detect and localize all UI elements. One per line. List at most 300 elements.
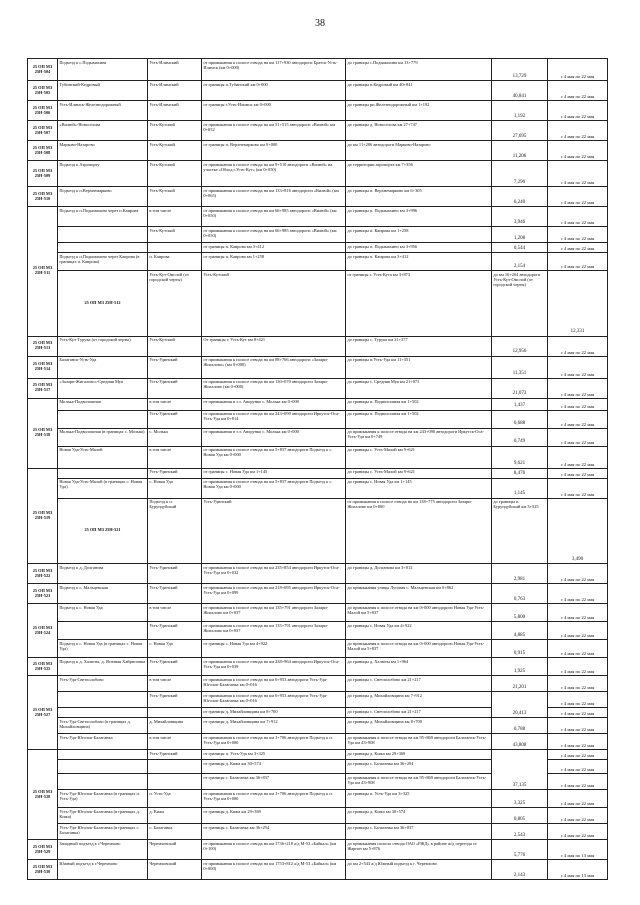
table-cell: до границы п.Усть-Уда км 11+351 bbox=[346, 356, 492, 378]
table-cell: с. Новая Уда bbox=[148, 478, 202, 498]
table-cell: с 4 мая по 22 мая bbox=[548, 808, 608, 824]
table-cell: 2,981 bbox=[492, 564, 548, 584]
table-cell: 2,143 bbox=[492, 860, 548, 880]
table-cell: п. Каирова bbox=[148, 253, 202, 271]
table-cell: до примыкания полосы отвода ОАО «РЖД» в районе ж/д переезда ст. Жаргон км 5+876 bbox=[346, 840, 492, 860]
table-cell: в том числе bbox=[148, 734, 202, 750]
table-cell: от границы д. Кижа км 29+369 bbox=[202, 808, 346, 824]
table-cell: Усть-Илимский bbox=[148, 101, 202, 121]
table-cell: Усть-Уда-Юголок-Балаганка (в границах с. Балаганка) bbox=[58, 824, 148, 840]
table-cell: 25 ОП МЗ 25Н-528 bbox=[28, 750, 58, 840]
table-cell: 3,490 bbox=[548, 498, 608, 564]
table-cell: Подъезд к п.Верхнемарково bbox=[58, 187, 148, 207]
table-cell: Усть-Удинский bbox=[202, 498, 346, 564]
table-row bbox=[28, 860, 608, 880]
table-cell: с. Балаганка bbox=[148, 824, 202, 840]
table-cell: Усть-Уда-Светлолобово (в границах д. Михайловщина) bbox=[58, 718, 148, 734]
table-cell: до примыкания к полосе отвода на км 0+000 автодороги Новая Уда-Усть-Малой км 5+837 bbox=[346, 640, 492, 658]
table-row bbox=[28, 478, 608, 498]
table-cell: с 4 мая по 22 мая bbox=[548, 790, 608, 808]
table-cell: до границы д. Халюты км 1+964 bbox=[346, 658, 492, 676]
table-cell: 25 ОП МЗ 25Н-517 bbox=[28, 378, 58, 398]
table-row bbox=[28, 253, 608, 271]
table-cell: с 4 мая по 22 мая bbox=[548, 774, 608, 790]
table-cell: 4,885 bbox=[492, 622, 548, 640]
table-cell: с 4 мая по 22 мая bbox=[548, 468, 608, 478]
table-cell: в том числе bbox=[148, 676, 202, 692]
table-cell: 9,621 bbox=[492, 446, 548, 468]
table-cell: 11,351 bbox=[492, 356, 548, 378]
table-cell: с 4 мая по 22 мая bbox=[548, 161, 608, 187]
table-cell: 25 ОП МЗ 25Н-507 bbox=[28, 121, 58, 141]
table-cell: от примыкания к полосе отвода на км 66+985 автодороги «Вилюй» (км 0+050) bbox=[202, 207, 346, 227]
table-cell: с. Новая Уда bbox=[148, 640, 202, 658]
table-cell: до границы п. Каирова км 3+412 bbox=[346, 253, 492, 271]
table-cell bbox=[58, 692, 148, 708]
table-cell: 21,201 bbox=[492, 676, 548, 692]
table-row bbox=[28, 790, 608, 808]
table-cell: до границы п. Усть-Уда км 3+325 bbox=[346, 790, 492, 808]
table-cell: Подъезд к п.Подымахино через Каирова (в границах п. Каирова) bbox=[58, 253, 148, 271]
table-cell: с 4 мая по 22 мая bbox=[548, 410, 608, 428]
table-cell: Подъезд к п.Подымахино через п.Каирова bbox=[58, 207, 148, 227]
table-cell: Усть-Кутский bbox=[148, 121, 202, 141]
table-cell: 3,325 bbox=[492, 790, 548, 808]
table-cell bbox=[148, 760, 202, 774]
table-cell: Усть-Кутский bbox=[148, 161, 202, 187]
table-cell: от границы п.Тубинский км 0+000 bbox=[202, 81, 346, 101]
table-cell: 25 ОП МЗ 25Н-525 bbox=[28, 658, 58, 676]
table-cell: 5,800 bbox=[492, 604, 548, 622]
table-cell: до границы д. Михайловщина км 8+700 bbox=[346, 718, 492, 734]
table-cell: от границы с. Балаганка км 36+837 bbox=[202, 774, 346, 790]
table-cell: 7,296 bbox=[492, 161, 548, 187]
table-cell: 25 ОП МЗ 25Н-523 bbox=[28, 584, 58, 604]
table-cell: до примыкания к полосе отвода на км 95+869 автодороги Балаганск-Усть-Уда км 43+908 bbox=[346, 774, 492, 790]
table-cell: с 4 мая по 22 мая bbox=[548, 676, 608, 692]
table-cell: с 4 мая по 22 мая bbox=[548, 604, 608, 622]
table-cell: от примыкания к полосе отвода на км 130+070 автодороги Залари-Жигалово (км 0+000) bbox=[202, 378, 346, 398]
table-cell: Подъезд к Аэропорту bbox=[58, 161, 148, 187]
table-cell: от примыкания к полосе отвода на км 218+695 автодороги Иркутск-Оса-Усть-Уда км 0+099 bbox=[202, 584, 346, 604]
table-cell: Южный подъезд к г.Черемхово bbox=[58, 860, 148, 880]
table-cell: «Залари-Жигалово»-Средняя Муя bbox=[58, 378, 148, 398]
table-cell: Усть-Удинский bbox=[148, 750, 202, 760]
table-cell bbox=[58, 774, 148, 790]
table-row bbox=[28, 356, 608, 378]
table-cell: до границы с. Новая Уда км 1+145 bbox=[346, 478, 492, 498]
table-cell: с 4 мая по 22 мая bbox=[548, 584, 608, 604]
table-cell: 12,331 bbox=[548, 271, 608, 337]
table-row bbox=[28, 243, 608, 253]
table-cell: до границы с. Светлолобово км 21+217 bbox=[346, 708, 492, 718]
table-cell: 25 ОП МЗ 25Н-505 bbox=[28, 81, 58, 101]
table-cell: до границы п. Подымахино км 3+996 bbox=[346, 207, 492, 227]
table-cell: до границы с. Новая Уда км 4+922 bbox=[346, 622, 492, 640]
table-cell: от границы п. Верхнемарково км 0+000 bbox=[202, 141, 346, 161]
table-cell: 25 ОП МЗ 25Н-524 bbox=[28, 604, 58, 658]
table-cell: Усть-Уда-Юголок-Балаганка (в границах д. Кижа) bbox=[58, 808, 148, 824]
table-row bbox=[28, 141, 608, 161]
table-cell: от примыкания к полосе отвода на км 1753+812 а/д М-53 «Байкал» (км 0+000) bbox=[202, 860, 346, 880]
table-cell: с 4 мая по 22 мая bbox=[548, 824, 608, 840]
table-cell: с 4 мая по 22 мая bbox=[548, 356, 608, 378]
table-cell: от границы п. Каирова км 1+258 bbox=[202, 253, 346, 271]
table-cell: с 4 мая по 13 мая bbox=[548, 840, 608, 860]
table-cell: 1,925 bbox=[492, 658, 548, 676]
table-cell: до границы д. Михайловщина км 7+912 bbox=[346, 692, 492, 708]
table-cell: 0,749 bbox=[492, 428, 548, 446]
table-cell: от примыкания к полосе отвода на км 5+837 автодороги Подъезд к с. Новая Уда км 0+000 bbox=[202, 478, 346, 498]
table-cell: от примыкания к полосе отвода на км 66+985 автодороги «Вилюй» (км 0+050) bbox=[202, 227, 346, 243]
table-cell: Усть-Илимский bbox=[148, 59, 202, 81]
table-cell: до границы п.Кедровый км 40+841 bbox=[346, 81, 492, 101]
table-cell: Усть-Кут-Турука (от городской черты) bbox=[58, 336, 148, 356]
table-cell: Усть-Кутский bbox=[148, 187, 202, 207]
table-row bbox=[28, 824, 608, 840]
table-cell: с 4 мая по 22 мая bbox=[548, 243, 608, 253]
table-cell: от примыкания к полосе отвода на км 238+964 автодороги Иркутск-Оса-Усть-Уда км 0+039 bbox=[202, 658, 346, 676]
table-cell: 25 ОП МЗ 25Н-521 bbox=[58, 498, 148, 564]
table-cell: с 4 мая по 22 мая bbox=[548, 640, 608, 658]
table-cell: от границы д. Кижа км 30+574 bbox=[202, 760, 346, 774]
table-cell: с 4 мая по 22 мая bbox=[548, 446, 608, 468]
table-cell: от границы с. Балаганка км 36+294 bbox=[202, 824, 346, 840]
table-cell: от границы г.Усть-Илимск км 0+000 bbox=[202, 101, 346, 121]
table-cell: 20,413 bbox=[492, 692, 548, 718]
table-row bbox=[28, 187, 608, 207]
table-cell: до границы с.Подымахина км 13+779 bbox=[346, 59, 492, 81]
table-cell: п. Усть-Уда bbox=[148, 790, 202, 808]
table-row bbox=[28, 207, 608, 227]
table-cell: Усть-Удинский bbox=[148, 356, 202, 378]
table-cell: до примыкания к полосе отвода на км 0+000 автодороги Новая Уда-Усть-Малой км 5+837 bbox=[346, 604, 492, 622]
table-cell: 25 ОП МЗ 25Н-513 bbox=[28, 336, 58, 356]
table-cell: Усть-Удинский bbox=[148, 468, 202, 478]
table-cell: Молька-Подволошная bbox=[58, 398, 148, 410]
table-cell: от примыкания к полосе отвода на км 135+791 автодороги Залари-Жигалово км 0+037 bbox=[202, 604, 346, 622]
table-cell: от примыкания в з.з. Аворунко с. Молька км 0+000 bbox=[202, 428, 346, 446]
table-cell: Балаганск-Усть-Уда bbox=[58, 356, 148, 378]
table-cell: Новая Уда-Усть-Малой (в границах с. Новая Уда) bbox=[58, 478, 148, 498]
table-cell: 25 ОП МЗ 25Н-522 bbox=[28, 564, 58, 584]
table-cell: от примыкания к полосе отвода на км 1+706 автодороги Подъезд к п. Усть-Уда км 0+000 bbox=[202, 790, 346, 808]
table-cell: 0,788 bbox=[492, 718, 548, 734]
table-cell: Усть-Удинский bbox=[148, 692, 202, 708]
table-cell: от примыкания к полосе отвода на км 51+515 автодороги «Вилюй» км 0+052 bbox=[202, 121, 346, 141]
table-cell: «Вилюй»-Новоселова bbox=[58, 121, 148, 141]
table-cell: в том числе bbox=[148, 207, 202, 227]
table-cell: 0,805 bbox=[492, 808, 548, 824]
table-cell: 1,208 bbox=[492, 227, 548, 243]
table-cell: от примыкания к полосе отвода на км 9+510 автодороги «Вилюй» на участке «Обход г.Усть-Кут» (км 0+050) bbox=[202, 161, 346, 187]
table-row bbox=[28, 101, 608, 121]
table-cell: Усть-Удинский bbox=[148, 378, 202, 398]
table-row bbox=[28, 734, 608, 750]
table-cell: Усть-Удинский bbox=[148, 564, 202, 584]
table-cell: от примыкания к полосе отвода на км 235+854 автодороги Иркутск-Оса-Усть-Уда км 0+032 bbox=[202, 564, 346, 584]
table-cell: до примыкания к полосе отвода на км 243+090 автодороги Иркутск-Оса-Усть-Уда км 0+749 bbox=[346, 428, 492, 446]
table-row bbox=[28, 336, 608, 356]
table-cell bbox=[58, 708, 148, 718]
table-cell: 25 ОП МЗ 25Н-509 bbox=[28, 161, 58, 187]
table-cell: до границы д. Кижа км 30+574 bbox=[346, 808, 492, 824]
table-cell: до границы д. Долганова км 3+013 bbox=[346, 564, 492, 584]
table-cell: от примыкания к полосе отвода на км 6+953 автодороги Усть-Уда-Юголок-Балаганка км 0+016 bbox=[202, 692, 346, 708]
table-cell: с 4 мая по 22 мая bbox=[548, 760, 608, 774]
table-cell: до км 16+204 автодороги Усть-Кут-Омолой (от городской черты) bbox=[492, 271, 548, 337]
table-cell: 0,544 bbox=[492, 243, 548, 253]
table-cell: от примыкания к полосе отвода на км 135+791 автодороги Залари-Жигалово км 0+037 bbox=[202, 622, 346, 640]
table-cell: Усть-Кут-Омолой (от городской черты) bbox=[148, 271, 202, 337]
table-cell: до границы д. Новоселова км 27+747 bbox=[346, 121, 492, 141]
table-row bbox=[28, 658, 608, 676]
table-cell: от границы г. Усть-Кута км 3+873 bbox=[346, 271, 492, 337]
table-cell: в том числе bbox=[148, 398, 202, 410]
table-cell: до границы с. Усть-Малой км 9+621 bbox=[346, 468, 492, 478]
table-cell: до границы п. Бурундуйский км 3+525 bbox=[492, 498, 548, 564]
table-cell: Усть-Кутский bbox=[148, 336, 202, 356]
table-row bbox=[28, 227, 608, 243]
table-cell: с 4 мая по 22 мая bbox=[548, 59, 608, 81]
table-cell bbox=[58, 760, 148, 774]
table-cell: с 4 мая по 22 мая bbox=[548, 692, 608, 708]
table-row bbox=[28, 640, 608, 658]
table-cell bbox=[148, 774, 202, 790]
table-cell: Усть-Удинский bbox=[148, 658, 202, 676]
table-cell: Усть-Уда-Юголок-Балаганка bbox=[58, 734, 148, 750]
table-cell: от примыкания к полосе отвода на км 243+090 автодороги Иркутск-Оса-Усть-Уда км 0+814 bbox=[202, 410, 346, 428]
table-cell: 8,476 bbox=[492, 468, 548, 478]
table-cell: от примыкания к полосе отвода на км 117+930 автодороги Братск-Усть-Илимск (км 0+000) bbox=[202, 59, 346, 81]
table-cell: от границы с. Новая Уда км 4+922 bbox=[202, 640, 346, 658]
table-row bbox=[28, 622, 608, 640]
table-cell: Тубинский-Кедровый bbox=[58, 81, 148, 101]
table-row bbox=[28, 808, 608, 824]
table-cell: с 4 мая по 22 мая bbox=[548, 564, 608, 584]
table-cell: до примыкания улицы Луговая с. Мальцевская км 0+862 bbox=[346, 584, 492, 604]
table-cell: 27,695 bbox=[492, 121, 548, 141]
table-cell: 21,073 bbox=[492, 378, 548, 398]
table-cell: до границы п. Подымахино км 3+956 bbox=[346, 243, 492, 253]
table-cell: Черемховский bbox=[148, 860, 202, 880]
table-cell: с 4 мая по 22 мая bbox=[548, 227, 608, 243]
table-cell: от границы п. Каирова км 3+412 bbox=[202, 243, 346, 253]
table-cell: Усть-Илимск-Железнодорожный bbox=[58, 101, 148, 121]
table-cell: Усть-Уда-Светлолобово bbox=[58, 676, 148, 692]
table-cell: Усть-Илимский bbox=[148, 81, 202, 101]
table-cell: 25 ОП МЗ 25Н-508 bbox=[28, 141, 58, 161]
table-cell: с 4 мая по 22 мая bbox=[548, 378, 608, 398]
table-cell: 25 ОП МЗ 25Н-527 bbox=[28, 676, 58, 750]
table-cell bbox=[58, 622, 148, 640]
table-cell: от границы с. Новая Уда км 1+145 bbox=[202, 468, 346, 478]
table-cell bbox=[58, 227, 148, 243]
table-row bbox=[28, 840, 608, 860]
table-row bbox=[28, 604, 608, 622]
table-cell: до границы п. Каирова км 1+258 bbox=[346, 227, 492, 243]
table-cell: 6,240 bbox=[492, 187, 548, 207]
table-cell: с 4 мая по 22 мая bbox=[548, 622, 608, 640]
table-cell: Западный подъезд к г.Черемхово bbox=[58, 840, 148, 860]
table-row bbox=[28, 718, 608, 734]
table-cell: 1,192 bbox=[492, 101, 548, 121]
table-cell: от границы д. Михайловщина км 8+700 bbox=[202, 708, 346, 718]
table-cell: Подъезд к с. Новая Уда bbox=[58, 604, 148, 622]
table-row bbox=[28, 498, 608, 564]
table-row bbox=[28, 81, 608, 101]
table-cell: с. Молька bbox=[148, 428, 202, 446]
table-cell: Новая Уда-Усть-Малой bbox=[58, 446, 148, 468]
table-cell: 0,763 bbox=[492, 584, 548, 604]
table-row bbox=[28, 271, 608, 337]
table-row bbox=[28, 398, 608, 410]
table-cell: 0,915 bbox=[492, 640, 548, 658]
table-cell: 25 ОП МЗ 25Н-530 bbox=[28, 860, 58, 880]
table-cell: Усть-Удинский bbox=[148, 584, 202, 604]
table-cell: от примыкания к полосе отвода на км 1+706 автодороги Подъезд к п. Усть-Уда км 0+000 bbox=[202, 734, 346, 750]
table-cell: с 4 мая по 22 мая bbox=[548, 141, 608, 161]
table-cell: с 4 мая по 22 мая bbox=[548, 428, 608, 446]
table-cell: до границы п. Подволошная км 1+502 bbox=[346, 398, 492, 410]
table-row bbox=[28, 692, 608, 708]
table-cell: д. Кижа bbox=[148, 808, 202, 824]
table-cell: от границы д. Михайловщина км 7+912 bbox=[202, 718, 346, 734]
table-cell: Усть-Кутский bbox=[148, 227, 202, 243]
table-row bbox=[28, 676, 608, 692]
table-cell: от примыкания к полосе отвода на км 88+766 автодороги «Залари-Жигалово» (км 0+000) bbox=[202, 356, 346, 378]
table-cell: Усть-Кутский bbox=[202, 271, 346, 337]
table-row bbox=[28, 584, 608, 604]
table-cell: Подъезд к п. Бурундуйский bbox=[148, 498, 202, 564]
table-row bbox=[28, 378, 608, 398]
table-cell: 2,543 bbox=[492, 824, 548, 840]
table-row bbox=[28, 468, 608, 478]
table-cell: 11,206 bbox=[492, 141, 548, 161]
table-cell: до границы с. Средняя Муя км 21+073 bbox=[346, 378, 492, 398]
table-cell: 37,135 bbox=[492, 750, 548, 790]
table-cell: Усть-Кутский bbox=[148, 141, 202, 161]
table-cell: в том числе bbox=[148, 604, 202, 622]
table-cell bbox=[58, 243, 148, 253]
table-row bbox=[28, 428, 608, 446]
table-cell: 1,437 bbox=[492, 398, 548, 410]
table-cell: с 4 мая по 22 мая bbox=[548, 253, 608, 271]
table-cell: 25 ОП МЗ 25Н-511 bbox=[28, 207, 58, 337]
table-cell: 5,776 bbox=[492, 840, 548, 860]
table-cell: до границы с. Балаганка км 36+837 bbox=[346, 824, 492, 840]
table-cell bbox=[148, 708, 202, 718]
table-cell: 43,808 bbox=[492, 734, 548, 750]
table-cell: с 4 мая по 22 мая bbox=[548, 734, 608, 750]
table-cell bbox=[58, 468, 148, 478]
table-row bbox=[28, 121, 608, 141]
table-cell: от примыкания к полосе отвода на км 138+775 автодороги Залари-Жигалово км 0+000 bbox=[346, 498, 492, 564]
table-cell: с 4 мая по 22 мая bbox=[548, 336, 608, 356]
table-cell: от примыкания к полосе отвода на км 5+837 автодороги Подъезд к с. Новая Уда км 0+000 bbox=[202, 446, 346, 468]
table-cell: с 4 мая по 22 мая bbox=[548, 478, 608, 498]
roads-table-body bbox=[28, 59, 608, 880]
table-cell bbox=[148, 243, 202, 253]
table-cell: 0,688 bbox=[492, 410, 548, 428]
table-cell: с 4 мая по 22 мая bbox=[548, 750, 608, 760]
table-cell: до границы с. Усть-Малой км 9+621 bbox=[346, 446, 492, 468]
table-cell: 25 ОП МЗ 25Н-510 bbox=[28, 187, 58, 207]
table-cell: до границы п. Верхнемарково км 6+305 bbox=[346, 187, 492, 207]
table-cell: от границы п. Усть-Уда км 3+325 bbox=[202, 750, 346, 760]
table-row bbox=[28, 161, 608, 187]
table-cell: 25 ОП МЗ 25Н-506 bbox=[28, 101, 58, 121]
table-cell: 25 ОП МЗ 25Н-518 bbox=[28, 398, 58, 468]
table-cell: Усть-Удинский bbox=[148, 410, 202, 428]
table-cell: 1,145 bbox=[492, 478, 548, 498]
table-cell: Марково-Назарово bbox=[58, 141, 148, 161]
table-cell bbox=[58, 410, 148, 428]
table-cell: с 4 мая по 13 мая bbox=[548, 860, 608, 880]
table-cell: с 4 мая по 22 мая bbox=[548, 658, 608, 676]
roads-table-container bbox=[27, 58, 607, 880]
table-cell: Подъезд к д. Халюты, д. Ясачная Хайрюзовка bbox=[58, 658, 148, 676]
table-cell: до км 11+206 автодороги Марково-Назарово bbox=[346, 141, 492, 161]
table-cell: до границы с. Балаганка км 36+294 bbox=[346, 760, 492, 774]
table-row bbox=[28, 564, 608, 584]
table-cell: 25 ОП МЗ 25Н-519 bbox=[28, 468, 58, 564]
table-cell: до границы с. Светлолобово км 21+217 bbox=[346, 676, 492, 692]
table-cell: д. Михайловщина bbox=[148, 718, 202, 734]
table-cell: 25 ОП МЗ 25Н-512 bbox=[58, 271, 148, 337]
table-row bbox=[28, 410, 608, 428]
table-cell: с 4 мая по 22 мая bbox=[548, 207, 608, 227]
roads-table bbox=[27, 58, 608, 880]
table-cell: Подъезд к с. Мальцевская bbox=[58, 584, 148, 604]
table-cell: до границы с. Турука км 21+377 bbox=[346, 336, 492, 356]
table-cell: Подъезд к д. Долганова bbox=[58, 564, 148, 584]
table-row bbox=[28, 59, 608, 81]
table-cell: до примыкания к полосе отвода на км 95+869 автодороги Балаганск-Усть-Уда км 43+908 bbox=[346, 734, 492, 750]
table-cell: с 4 мая по 22 мая bbox=[548, 398, 608, 410]
table-cell: От границы г. Усть-Кут км 8+421 bbox=[202, 336, 346, 356]
table-row bbox=[28, 446, 608, 468]
table-cell: в том числе bbox=[148, 446, 202, 468]
table-cell: от примыкания в з.з. Аворунко с. Молька км 0+000 bbox=[202, 398, 346, 410]
table-cell: с 4 мая по 22 мая bbox=[548, 718, 608, 734]
table-cell: Усть-Уда-Юголок-Балаганка (в границах п. Усть-Уда) bbox=[58, 790, 148, 808]
table-cell: с 4 мая по 22 мая bbox=[548, 187, 608, 207]
table-cell: от примыкания к полосе отвода на км 1736+218 а/д М-53 «Байкал» (км 0+100) bbox=[202, 840, 346, 860]
table-cell: Черемховский bbox=[148, 840, 202, 860]
table-cell: с 4 мая по 22 мая bbox=[548, 121, 608, 141]
table-cell bbox=[58, 750, 148, 760]
table-cell: до границы д. Кижа км 29+369 bbox=[346, 750, 492, 760]
table-cell: 2,154 bbox=[492, 253, 548, 271]
table-cell: до территории аэропорта км 7+356 bbox=[346, 161, 492, 187]
table-cell: Усть-Удинский bbox=[148, 622, 202, 640]
page-number: 38 bbox=[315, 18, 325, 29]
table-cell: 25 ОП МЗ 25Н-504 bbox=[28, 59, 58, 81]
table-cell: 25 ОП МЗ 25Н-514 bbox=[28, 356, 58, 378]
table-row bbox=[28, 750, 608, 760]
table-cell: 40,841 bbox=[492, 81, 548, 101]
table-cell: с 4 мая по 22 мая bbox=[548, 101, 608, 121]
table-cell: 3,946 bbox=[492, 207, 548, 227]
table-cell: с 4 мая по 22 мая bbox=[548, 81, 608, 101]
table-cell: 12,956 bbox=[492, 336, 548, 356]
table-cell: Подъезд к с.Подымахина bbox=[58, 59, 148, 81]
table-cell: 25 ОП МЗ 25Н-529 bbox=[28, 840, 58, 860]
table-cell: Подъезд к с. Новая Уда (в границах с. Новая Уда) bbox=[58, 640, 148, 658]
table-cell: от примыкания к полосе отвода на км 6+953 автодороги Усть-Уда-Юголок-Балаганка км 0+016 bbox=[202, 676, 346, 692]
table-cell: 13,729 bbox=[492, 59, 548, 81]
